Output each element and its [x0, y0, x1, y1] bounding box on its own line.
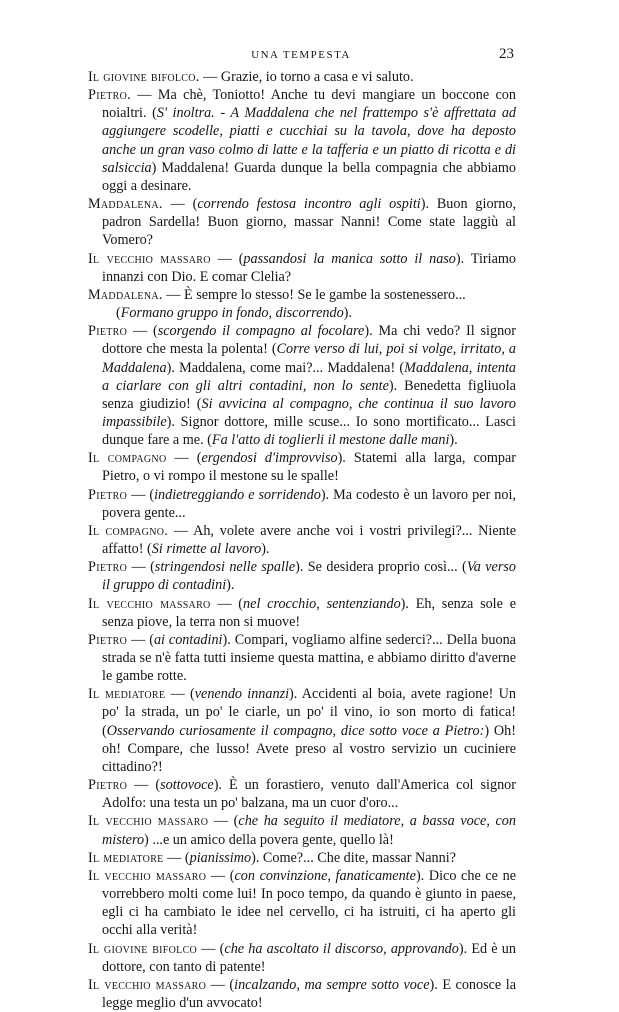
speaker-name: Pietro	[88, 559, 128, 576]
spoken-text: — (	[208, 813, 239, 830]
spoken-text: ). Signor dottore, mille scuse... Io sono mortificato... Lasci dunque fare a me. (	[102, 413, 516, 449]
stage-direction: correndo festosa incontro agli ospiti	[197, 196, 421, 213]
dialogue-line	[88, 449, 516, 485]
spoken-text: ). È un forastiero, venuto dall'America col signor Adolfo: una testa un po' balzana, ma un cuor d'oro...	[102, 777, 516, 812]
dialogue-line	[88, 322, 516, 449]
speaker-name: Pietro	[88, 631, 128, 648]
stage-direction: Fa l'atto di toglierli il mestone dalle mani	[211, 432, 450, 449]
spoken-text: ). Buon giorno, padron Sardella! Buon giorno, massar Nanni! Come state laggiù al Vomero?	[102, 196, 516, 249]
spoken-text: ) Oh! oh! Compare, che lusso! Avete preso al vostro servizio un cuciniere cittadino?!	[102, 722, 516, 775]
spoken-text: — (	[197, 940, 225, 957]
spoken-text: — Grazie, io torno a casa e vi saluto.	[199, 69, 414, 85]
spoken-text: ). Eh, senza sole e senza piove, la terra non si muove!	[102, 595, 516, 630]
spoken-text: ). Come?... Che dite, massar Nanni?	[251, 849, 456, 866]
stage-direction: stringendosi nelle spalle	[154, 559, 296, 576]
spoken-text: ). Ma codesto è un lavoro per noi, povera gente...	[102, 486, 516, 521]
spoken-text: — (	[162, 196, 198, 213]
stage-direction: ergendosi d'improvviso	[201, 450, 338, 467]
spoken-text: ) Maddalena! Guarda dunque la bella compagnia che abbiamo oggi a desinare.	[102, 159, 516, 194]
stage-direction: Formano gruppo in fondo, discorrendo	[120, 305, 344, 322]
dialogue-line	[88, 685, 516, 776]
stage-direction: che ha ascoltato il discorso, approvando	[224, 940, 459, 957]
stage-direction: Si rimette al lavoro	[151, 541, 262, 558]
stage-direction: Osservando curiosamente il compagno, dice sotto voce a Pietro:	[106, 722, 485, 739]
dialogue-line	[88, 849, 516, 867]
speaker-name: Pietro	[88, 777, 128, 794]
spoken-text: (	[116, 305, 121, 322]
spoken-text: ). Se desidera proprio così... (	[295, 559, 467, 576]
stage-direction: che ha seguito il mediatore, a bassa voce, con mistero	[102, 813, 516, 848]
speaker-name: Pietro	[88, 323, 128, 340]
speaker-name: Il vecchio massaro	[88, 250, 211, 267]
spoken-text: — (	[127, 777, 161, 794]
spoken-text: ). E conosce la legge meglio d'un avvocato!	[102, 976, 517, 1011]
speaker-name: Il giovine bifolco	[88, 940, 198, 957]
stage-direction: S' inoltra. - A Maddalena che nel frattempo s'è affrettata ad aggiungere scodelle, piatti e cucchiai su la tavola, dove ha deposto anche un gran vaso colmo di latte e la tafferia e un piatto di ricotta e di salsiccia	[102, 105, 517, 176]
speaker-name: Il giovine bifolco.	[88, 69, 200, 85]
speaker-name: Maddalena.	[88, 196, 163, 213]
spoken-text: — È sempre lo stesso! Se le gambe la sostenessero...	[162, 286, 466, 303]
speaker-name: Il vecchio massaro	[88, 595, 211, 612]
dialogue-line	[88, 486, 516, 522]
spoken-text: ).	[343, 305, 352, 322]
stage-direction: ai contadini	[153, 631, 223, 648]
spoken-text: — Ah, volete avere anche voi i vostri privilegi?... Niente affatto! (	[102, 522, 516, 558]
spoken-text: ). Maddalena, come mai?... Maddalena! (	[166, 359, 405, 376]
speaker-name: Maddalena.	[88, 286, 163, 303]
spoken-text: — Ma chè, Toniotto! Anche tu devi mangiare un boccone con noialtri. (	[102, 87, 516, 122]
dialogue-line	[88, 86, 516, 195]
dialogue-line	[88, 68, 516, 86]
stage-direction: Maddalena, intenta a ciarlare con gli altri contadini, non lo sente	[102, 359, 516, 394]
spoken-text: — (	[163, 849, 190, 866]
spoken-text: ).	[261, 541, 270, 558]
stage-direction: indietreggiando e sorridendo	[154, 486, 321, 503]
stage-direction: Va verso il gruppo di contadini	[102, 559, 516, 594]
dialogue-line	[88, 558, 516, 594]
dialogue-line	[88, 595, 516, 631]
stage-direction: passandosi la manica sotto il naso	[243, 250, 456, 267]
spoken-text: — (	[127, 486, 155, 503]
stage-direction: nel crocchio, sentenziando	[243, 595, 401, 612]
stage-direction: Si avvicina al compagno, che continua il suo lavoro impassibile	[102, 395, 516, 430]
spoken-text: ). Ma chi vedo? Il signor dottore che mesta la polenta! (	[102, 323, 516, 358]
dialogue-line	[88, 250, 516, 286]
stage-direction: con convinzione, fanaticamente	[234, 867, 416, 884]
running-title: UNA TEMPESTA	[251, 49, 351, 61]
spoken-text: ). Ed è un dottore, con tanto di patente!	[102, 940, 516, 975]
speaker-name: Il mediatore	[88, 686, 166, 703]
spoken-text: — (	[127, 323, 158, 340]
stage-direction: scorgendo il compagno al focolare	[157, 323, 365, 340]
page-number: 23	[499, 46, 514, 62]
dialogue-line	[88, 195, 516, 249]
dialogue-line	[88, 631, 516, 685]
spoken-text: — (	[210, 595, 244, 612]
dialogue-line	[88, 867, 516, 940]
speaker-name: Il compagno	[88, 450, 167, 467]
stage-direction: sottovoce	[160, 777, 214, 794]
dialogue-line	[88, 776, 516, 812]
spoken-text: — (	[206, 867, 235, 884]
spoken-text: — (	[127, 631, 154, 648]
dialogue-text	[88, 68, 516, 1012]
speaker-name: Pietro.	[88, 87, 131, 104]
speaker-name: Il compagno.	[88, 522, 169, 539]
spoken-text: — (	[210, 250, 244, 267]
dialogue-line	[88, 286, 516, 304]
speaker-name: Il vecchio massaro	[88, 976, 207, 993]
spoken-text: — (	[166, 450, 202, 467]
spoken-text: — (	[165, 686, 195, 703]
spoken-text: — (	[206, 976, 235, 993]
stage-direction: Corre verso di lui, poi si volge, irritato, a Maddalena	[102, 341, 516, 376]
spoken-text: ). Dico che ce ne vorrebbero molti come lui! In poco tempo, da quando è giunto in paese, egli ci ha cambiato le idee nel cervello, ci ha istruiti, ci ha aperto gli occhi alla verità!	[102, 867, 516, 939]
stage-direction: incalzando, ma sempre sotto voce	[234, 976, 430, 993]
speaker-name: Il mediatore	[88, 849, 164, 866]
dialogue-line	[88, 812, 516, 848]
stage-direction: pianissimo	[189, 849, 252, 866]
spoken-text: ).	[226, 577, 235, 594]
page-header	[88, 46, 514, 66]
dialogue-line	[88, 976, 516, 1012]
speaker-name: Pietro	[88, 486, 128, 503]
dialogue-line	[88, 304, 516, 322]
dialogue-line	[88, 940, 516, 976]
spoken-text: ).	[449, 432, 458, 449]
spoken-text: ). Tiriamo innanzi con Dio. E comar Clelia?	[102, 250, 516, 285]
spoken-text: ). Benedetta figliuola senza giudizio! (	[102, 377, 516, 412]
spoken-text: ) ...e un amico della povera gente, quello là!	[144, 831, 394, 848]
spoken-text: — (	[127, 559, 155, 576]
dialogue-line	[88, 522, 516, 558]
speaker-name: Il vecchio massaro	[88, 813, 209, 830]
stage-direction: venendo innanzi	[194, 686, 290, 703]
spoken-text: ). Compari, vogliamo alfine sederci?... Della buona strada se n'è fatta tutti insieme questa mattina, e abbiamo diritto d'averne le gambe rotte.	[102, 631, 516, 685]
spoken-text: ). Statemi alla larga, compar Pietro, o vi rompo il mestone su le spalle!	[102, 450, 516, 485]
speaker-name: Il vecchio massaro	[88, 867, 207, 884]
spoken-text: ). Accidenti al boia, avete ragione! Un po' la strada, un po' le ciarle, un po' il vino, io son morto di fatica! (	[102, 686, 516, 739]
